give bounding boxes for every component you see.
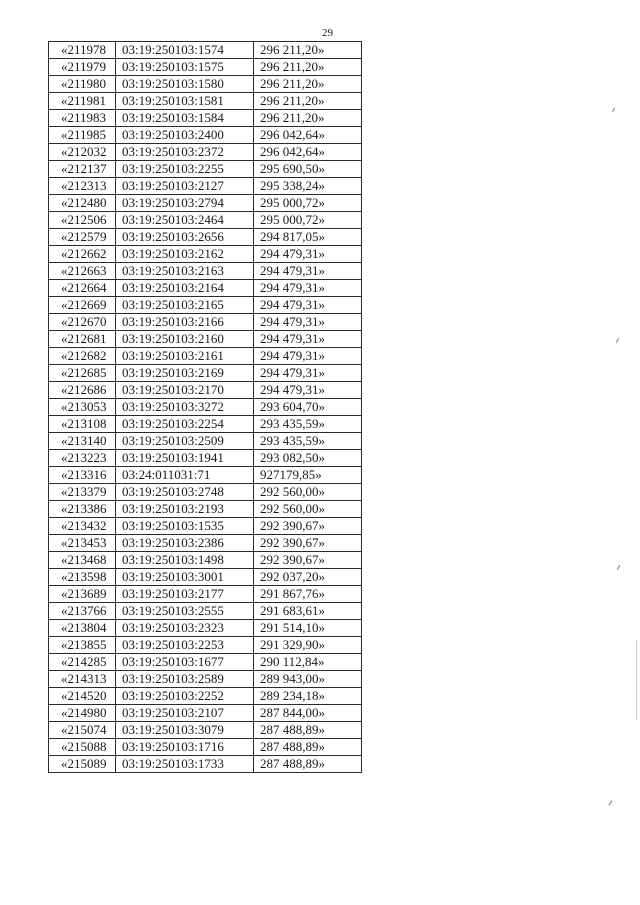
row-id-cell: «213468 (49, 552, 116, 569)
row-id-cell: «211978 (49, 42, 116, 59)
table-row (49, 110, 362, 127)
row-id-cell: «212480 (49, 195, 116, 212)
scan-mark (612, 108, 615, 112)
amount-cell: 294 479,31» (254, 314, 362, 331)
amount-cell: 294 479,31» (254, 246, 362, 263)
table-row (49, 620, 362, 637)
table-row (49, 195, 362, 212)
cadastral-number-cell: 03:19:250103:2166 (116, 314, 254, 331)
row-id-cell: «213108 (49, 416, 116, 433)
cadastral-number-cell: 03:19:250103:2160 (116, 331, 254, 348)
table-row (49, 552, 362, 569)
cadastral-number-cell: 03:19:250103:2170 (116, 382, 254, 399)
scan-mark (617, 565, 620, 570)
amount-cell: 296 211,20» (254, 93, 362, 110)
cadastral-number-cell: 03:19:250103:2656 (116, 229, 254, 246)
cadastral-number-cell: 03:19:250103:2589 (116, 671, 254, 688)
amount-cell: 294 479,31» (254, 365, 362, 382)
cadastral-number-cell: 03:19:250103:2163 (116, 263, 254, 280)
scan-mark (616, 338, 619, 343)
table-row (49, 348, 362, 365)
amount-cell: 296 211,20» (254, 59, 362, 76)
amount-cell: 291 867,76» (254, 586, 362, 603)
amount-cell: 289 943,00» (254, 671, 362, 688)
row-id-cell: «215088 (49, 739, 116, 756)
amount-cell: 292 560,00» (254, 501, 362, 518)
cadastral-number-cell: 03:19:250103:1677 (116, 654, 254, 671)
table-row (49, 637, 362, 654)
cadastral-number-cell: 03:19:250103:2165 (116, 297, 254, 314)
cadastral-number-cell: 03:19:250103:2162 (116, 246, 254, 263)
table-row (49, 178, 362, 195)
cadastral-number-cell: 03:19:250103:3079 (116, 722, 254, 739)
cadastral-number-cell: 03:19:250103:1574 (116, 42, 254, 59)
table-row (49, 688, 362, 705)
table-row (49, 705, 362, 722)
cadastral-number-cell: 03:19:250103:1941 (116, 450, 254, 467)
table-row (49, 569, 362, 586)
cadastral-number-cell: 03:24:011031:71 (116, 467, 254, 484)
table-row (49, 603, 362, 620)
amount-cell: 295 000,72» (254, 212, 362, 229)
table-row (49, 382, 362, 399)
row-id-cell: «211985 (49, 127, 116, 144)
amount-cell: 293 604,70» (254, 399, 362, 416)
table-row (49, 161, 362, 178)
amount-cell: 294 479,31» (254, 280, 362, 297)
amount-cell: 296 042,64» (254, 144, 362, 161)
cadastral-number-cell: 03:19:250103:1584 (116, 110, 254, 127)
cadastral-number-cell: 03:19:250103:1580 (116, 76, 254, 93)
row-id-cell: «214980 (49, 705, 116, 722)
cadastral-number-cell: 03:19:250103:2323 (116, 620, 254, 637)
table-row (49, 399, 362, 416)
cadastral-number-cell: 03:19:250103:2464 (116, 212, 254, 229)
row-id-cell: «212032 (49, 144, 116, 161)
amount-cell: 293 435,59» (254, 416, 362, 433)
amount-cell: 287 488,89» (254, 739, 362, 756)
table-row (49, 501, 362, 518)
table-row (49, 433, 362, 450)
amount-cell: 294 479,31» (254, 331, 362, 348)
amount-cell: 296 211,20» (254, 42, 362, 59)
row-id-cell: «212506 (49, 212, 116, 229)
page-number: 29 (322, 27, 333, 39)
cadastral-number-cell: 03:19:250103:2509 (116, 433, 254, 450)
amount-cell: 295 000,72» (254, 195, 362, 212)
row-id-cell: «213432 (49, 518, 116, 535)
cadastral-number-cell: 03:19:250103:2253 (116, 637, 254, 654)
row-id-cell: «215074 (49, 722, 116, 739)
table-row (49, 93, 362, 110)
table-row (49, 756, 362, 773)
table-row (49, 127, 362, 144)
table-row (49, 263, 362, 280)
row-id-cell: «213689 (49, 586, 116, 603)
amount-cell: 296 211,20» (254, 110, 362, 127)
cadastral-number-cell: 03:19:250103:2164 (116, 280, 254, 297)
table-row (49, 450, 362, 467)
amount-cell: 292 037,20» (254, 569, 362, 586)
row-id-cell: «214285 (49, 654, 116, 671)
cadastral-number-cell: 03:19:250103:3001 (116, 569, 254, 586)
row-id-cell: «213855 (49, 637, 116, 654)
cadastral-number-cell: 03:19:250103:2107 (116, 705, 254, 722)
table-row (49, 518, 362, 535)
cadastral-number-cell: 03:19:250103:2400 (116, 127, 254, 144)
row-id-cell: «213766 (49, 603, 116, 620)
row-id-cell: «212662 (49, 246, 116, 263)
amount-cell: 287 844,00» (254, 705, 362, 722)
row-id-cell: «213379 (49, 484, 116, 501)
row-id-cell: «215089 (49, 756, 116, 773)
cadastral-number-cell: 03:19:250103:2794 (116, 195, 254, 212)
amount-cell: 293 082,50» (254, 450, 362, 467)
amount-cell: 292 390,67» (254, 552, 362, 569)
row-id-cell: «213598 (49, 569, 116, 586)
table-row (49, 314, 362, 331)
table-row (49, 59, 362, 76)
row-id-cell: «214520 (49, 688, 116, 705)
table-row (49, 76, 362, 93)
amount-cell: 292 560,00» (254, 484, 362, 501)
amount-cell: 287 488,89» (254, 756, 362, 773)
table-row (49, 484, 362, 501)
row-id-cell: «212313 (49, 178, 116, 195)
row-id-cell: «211981 (49, 93, 116, 110)
table-row (49, 416, 362, 433)
table-row (49, 246, 362, 263)
amount-cell: 287 488,89» (254, 722, 362, 739)
amount-cell: 294 479,31» (254, 348, 362, 365)
amount-cell: 296 042,64» (254, 127, 362, 144)
cadastral-number-cell: 03:19:250103:2252 (116, 688, 254, 705)
row-id-cell: «212663 (49, 263, 116, 280)
row-id-cell: «212682 (49, 348, 116, 365)
cadastral-number-cell: 03:19:250103:2255 (116, 161, 254, 178)
cadastral-number-cell: 03:19:250103:1575 (116, 59, 254, 76)
cadastral-number-cell: 03:19:250103:2177 (116, 586, 254, 603)
row-id-cell: «212685 (49, 365, 116, 382)
cadastral-number-cell: 03:19:250103:2372 (116, 144, 254, 161)
table-row (49, 42, 362, 59)
amount-cell: 291 329,90» (254, 637, 362, 654)
cadastral-number-cell: 03:19:250103:2193 (116, 501, 254, 518)
row-id-cell: «212670 (49, 314, 116, 331)
row-id-cell: «211979 (49, 59, 116, 76)
cadastral-number-cell: 03:19:250103:2169 (116, 365, 254, 382)
table-row (49, 280, 362, 297)
cadastral-number-cell: 03:19:250103:2161 (116, 348, 254, 365)
table-row (49, 722, 362, 739)
row-id-cell: «213453 (49, 535, 116, 552)
amount-cell: 295 338,24» (254, 178, 362, 195)
table-row (49, 212, 362, 229)
row-id-cell: «212137 (49, 161, 116, 178)
data-table (48, 41, 362, 773)
table-row (49, 739, 362, 756)
row-id-cell: «211980 (49, 76, 116, 93)
table-row (49, 365, 362, 382)
row-id-cell: «212686 (49, 382, 116, 399)
amount-cell: 289 234,18» (254, 688, 362, 705)
table-row (49, 297, 362, 314)
amount-cell: 293 435,59» (254, 433, 362, 450)
row-id-cell: «213223 (49, 450, 116, 467)
cadastral-number-cell: 03:19:250103:1498 (116, 552, 254, 569)
table-row (49, 229, 362, 246)
row-id-cell: «213386 (49, 501, 116, 518)
table-row (49, 654, 362, 671)
row-id-cell: «213140 (49, 433, 116, 450)
cadastral-number-cell: 03:19:250103:1733 (116, 756, 254, 773)
amount-cell: 294 479,31» (254, 263, 362, 280)
cadastral-number-cell: 03:19:250103:1581 (116, 93, 254, 110)
row-id-cell: «213053 (49, 399, 116, 416)
amount-cell: 294 479,31» (254, 382, 362, 399)
cadastral-number-cell: 03:19:250103:2748 (116, 484, 254, 501)
amount-cell: 292 390,67» (254, 518, 362, 535)
row-id-cell: «213316 (49, 467, 116, 484)
table-row (49, 535, 362, 552)
row-id-cell: «212664 (49, 280, 116, 297)
amount-cell: 295 690,50» (254, 161, 362, 178)
table-row (49, 331, 362, 348)
row-id-cell: «212669 (49, 297, 116, 314)
cadastral-number-cell: 03:19:250103:1535 (116, 518, 254, 535)
cadastral-number-cell: 03:19:250103:2386 (116, 535, 254, 552)
row-id-cell: «212579 (49, 229, 116, 246)
amount-cell: 292 390,67» (254, 535, 362, 552)
cadastral-number-cell: 03:19:250103:2254 (116, 416, 254, 433)
table-row (49, 467, 362, 484)
amount-cell: 296 211,20» (254, 76, 362, 93)
amount-cell: 290 112,84» (254, 654, 362, 671)
cadastral-number-cell: 03:19:250103:3272 (116, 399, 254, 416)
table-row (49, 586, 362, 603)
table-row (49, 671, 362, 688)
cadastral-number-cell: 03:19:250103:2555 (116, 603, 254, 620)
amount-cell: 291 514,10» (254, 620, 362, 637)
cadastral-number-cell: 03:19:250103:1716 (116, 739, 254, 756)
amount-cell: 294 817,05» (254, 229, 362, 246)
row-id-cell: «213804 (49, 620, 116, 637)
scan-mark (608, 800, 612, 805)
scan-mark (636, 640, 637, 720)
table-body (49, 42, 362, 773)
row-id-cell: «212681 (49, 331, 116, 348)
table-row (49, 144, 362, 161)
amount-cell: 927179,85» (254, 467, 362, 484)
amount-cell: 291 683,61» (254, 603, 362, 620)
row-id-cell: «211983 (49, 110, 116, 127)
amount-cell: 294 479,31» (254, 297, 362, 314)
row-id-cell: «214313 (49, 671, 116, 688)
cadastral-number-cell: 03:19:250103:2127 (116, 178, 254, 195)
